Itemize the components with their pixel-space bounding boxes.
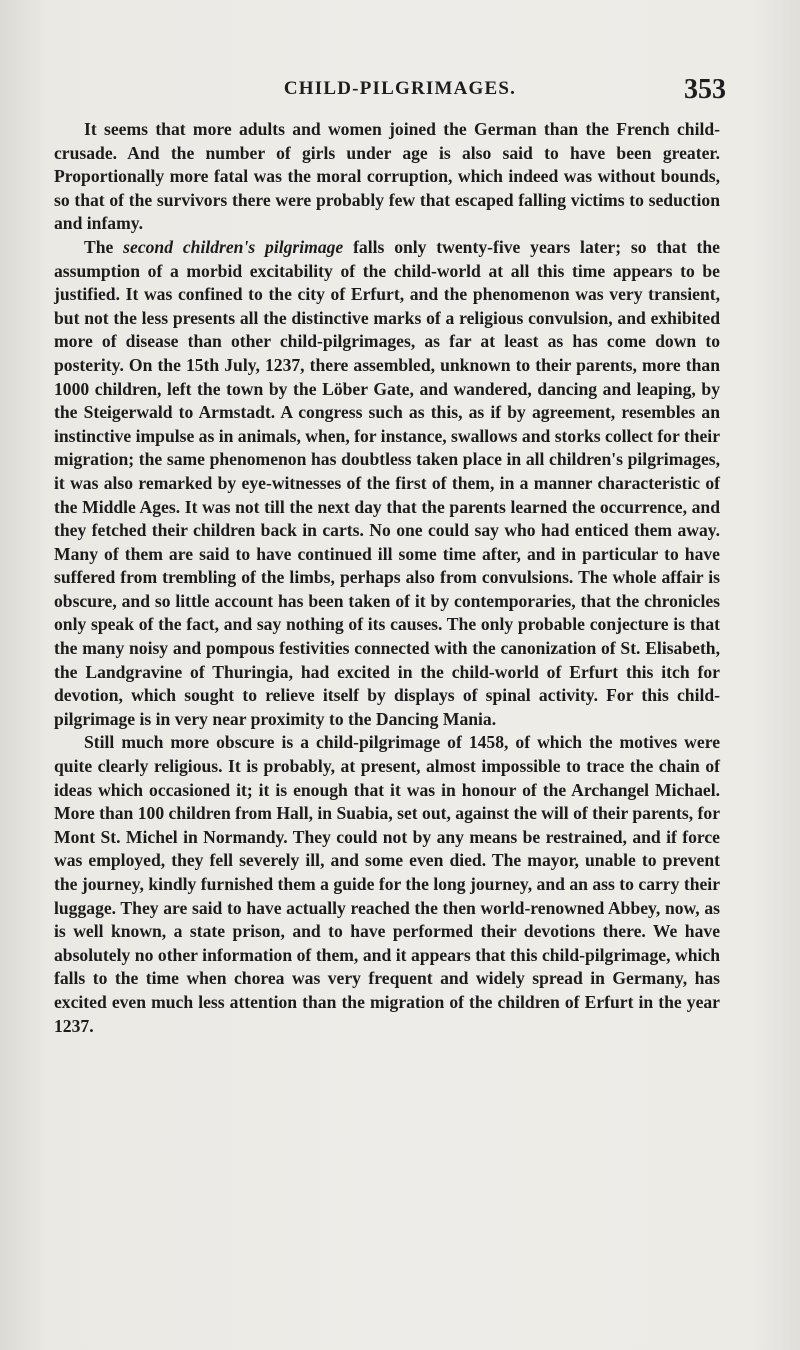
- running-title: CHILD-PILGRIMAGES.: [283, 78, 517, 99]
- paragraph-2-body: falls only twenty-five years later; so that the assumption of a morbid excitability of the child-world at all this time appears to be justified. It was confined to the city of Erfurt, and the phenomenon was very transient, but not the less presents all the distinctive marks of a religious convulsion, and exhibited more of disease than other child-pilgrimages, as far at least as has come down to posterity. On the 15th July, 1237, there assembled, unknown to their parents, more than 1000 children, left the town by the Löber Gate, and wandered, dancing and leaping, by the Steigerwald to Armstadt. A congress such as this, as if by agreement, resembles an instinctive impulse as in animals, when, for instance, swallows and storks collect for their migration; the same phenomenon has doubtless taken place in all children's pilgrimages, it was also remarked by eye-witnesses of the first of them, in a manner characteristic of the Middle Ages. It was not till the next day that the parents learned the occurrence, and they fetched their children back in carts. No one could say who had enticed them away. Many of them are said to have continued ill some time after, and in particular to have suffered from trembling of the limbs, perhaps also from convulsions. The whole affair is obscure, and so little account has been taken of it by contemporaries, that the chronicles only speak of the fact, and say nothing of its causes. The only probable conjecture is that the many noisy and pompous festivities connected with the canonization of St. Elisabeth, the Landgravine of Thuringia, had excited in the child-world of Erfurt this itch for devotion, which sought to relieve itself by displays of spinal activity. For this child-pilgrimage is in very near proximity to the Dancing Mania.: [54, 236, 720, 729]
- paragraph-2: [54, 236, 720, 731]
- paragraph-2-lead: The: [84, 236, 124, 257]
- page-header: [0, 74, 800, 114]
- paragraph-2-emphasis: second children's pilgrimage: [123, 236, 344, 257]
- paragraph-3: Still much more obscure is a child-pilgrimage of 1458, of which the motives were quite clearly religious. It is probably, at present, almost impossible to trace the chain of ideas which occasioned it; it is enough that it was in honour of the Archangel Michael. More than 100 children from Hall, in Suabia, set out, against the will of their parents, for Mont St. Michel in Normandy. They could not by any means be restrained, and if force was employed, they fell severely ill, and some even died. The mayor, unable to prevent the journey, kindly furnished them a guide for the long journey, and an ass to carry their luggage. They are said to have actually reached the then world-renowned Abbey, now, as is well known, a state prison, and to have performed their devotions there. We have absolutely no other information of them, and it appears that this child-pilgrimage, which falls to the time when chorea was very frequent and widely spread in Germany, has excited even much less attention than the migration of the children of Erfurt in the year 1237.: [54, 732, 720, 1036]
- paragraph-1: It seems that more adults and women joined the German than the French child-crusade. And the number of girls under age is also said to have been greater. Proportionally more fatal was the moral corruption, which indeed was without bounds, so that of the survivors there were probably few that escaped falling victims to seduction and infamy.: [54, 119, 720, 234]
- body-text: [54, 118, 720, 1038]
- page-number: 353: [684, 74, 726, 105]
